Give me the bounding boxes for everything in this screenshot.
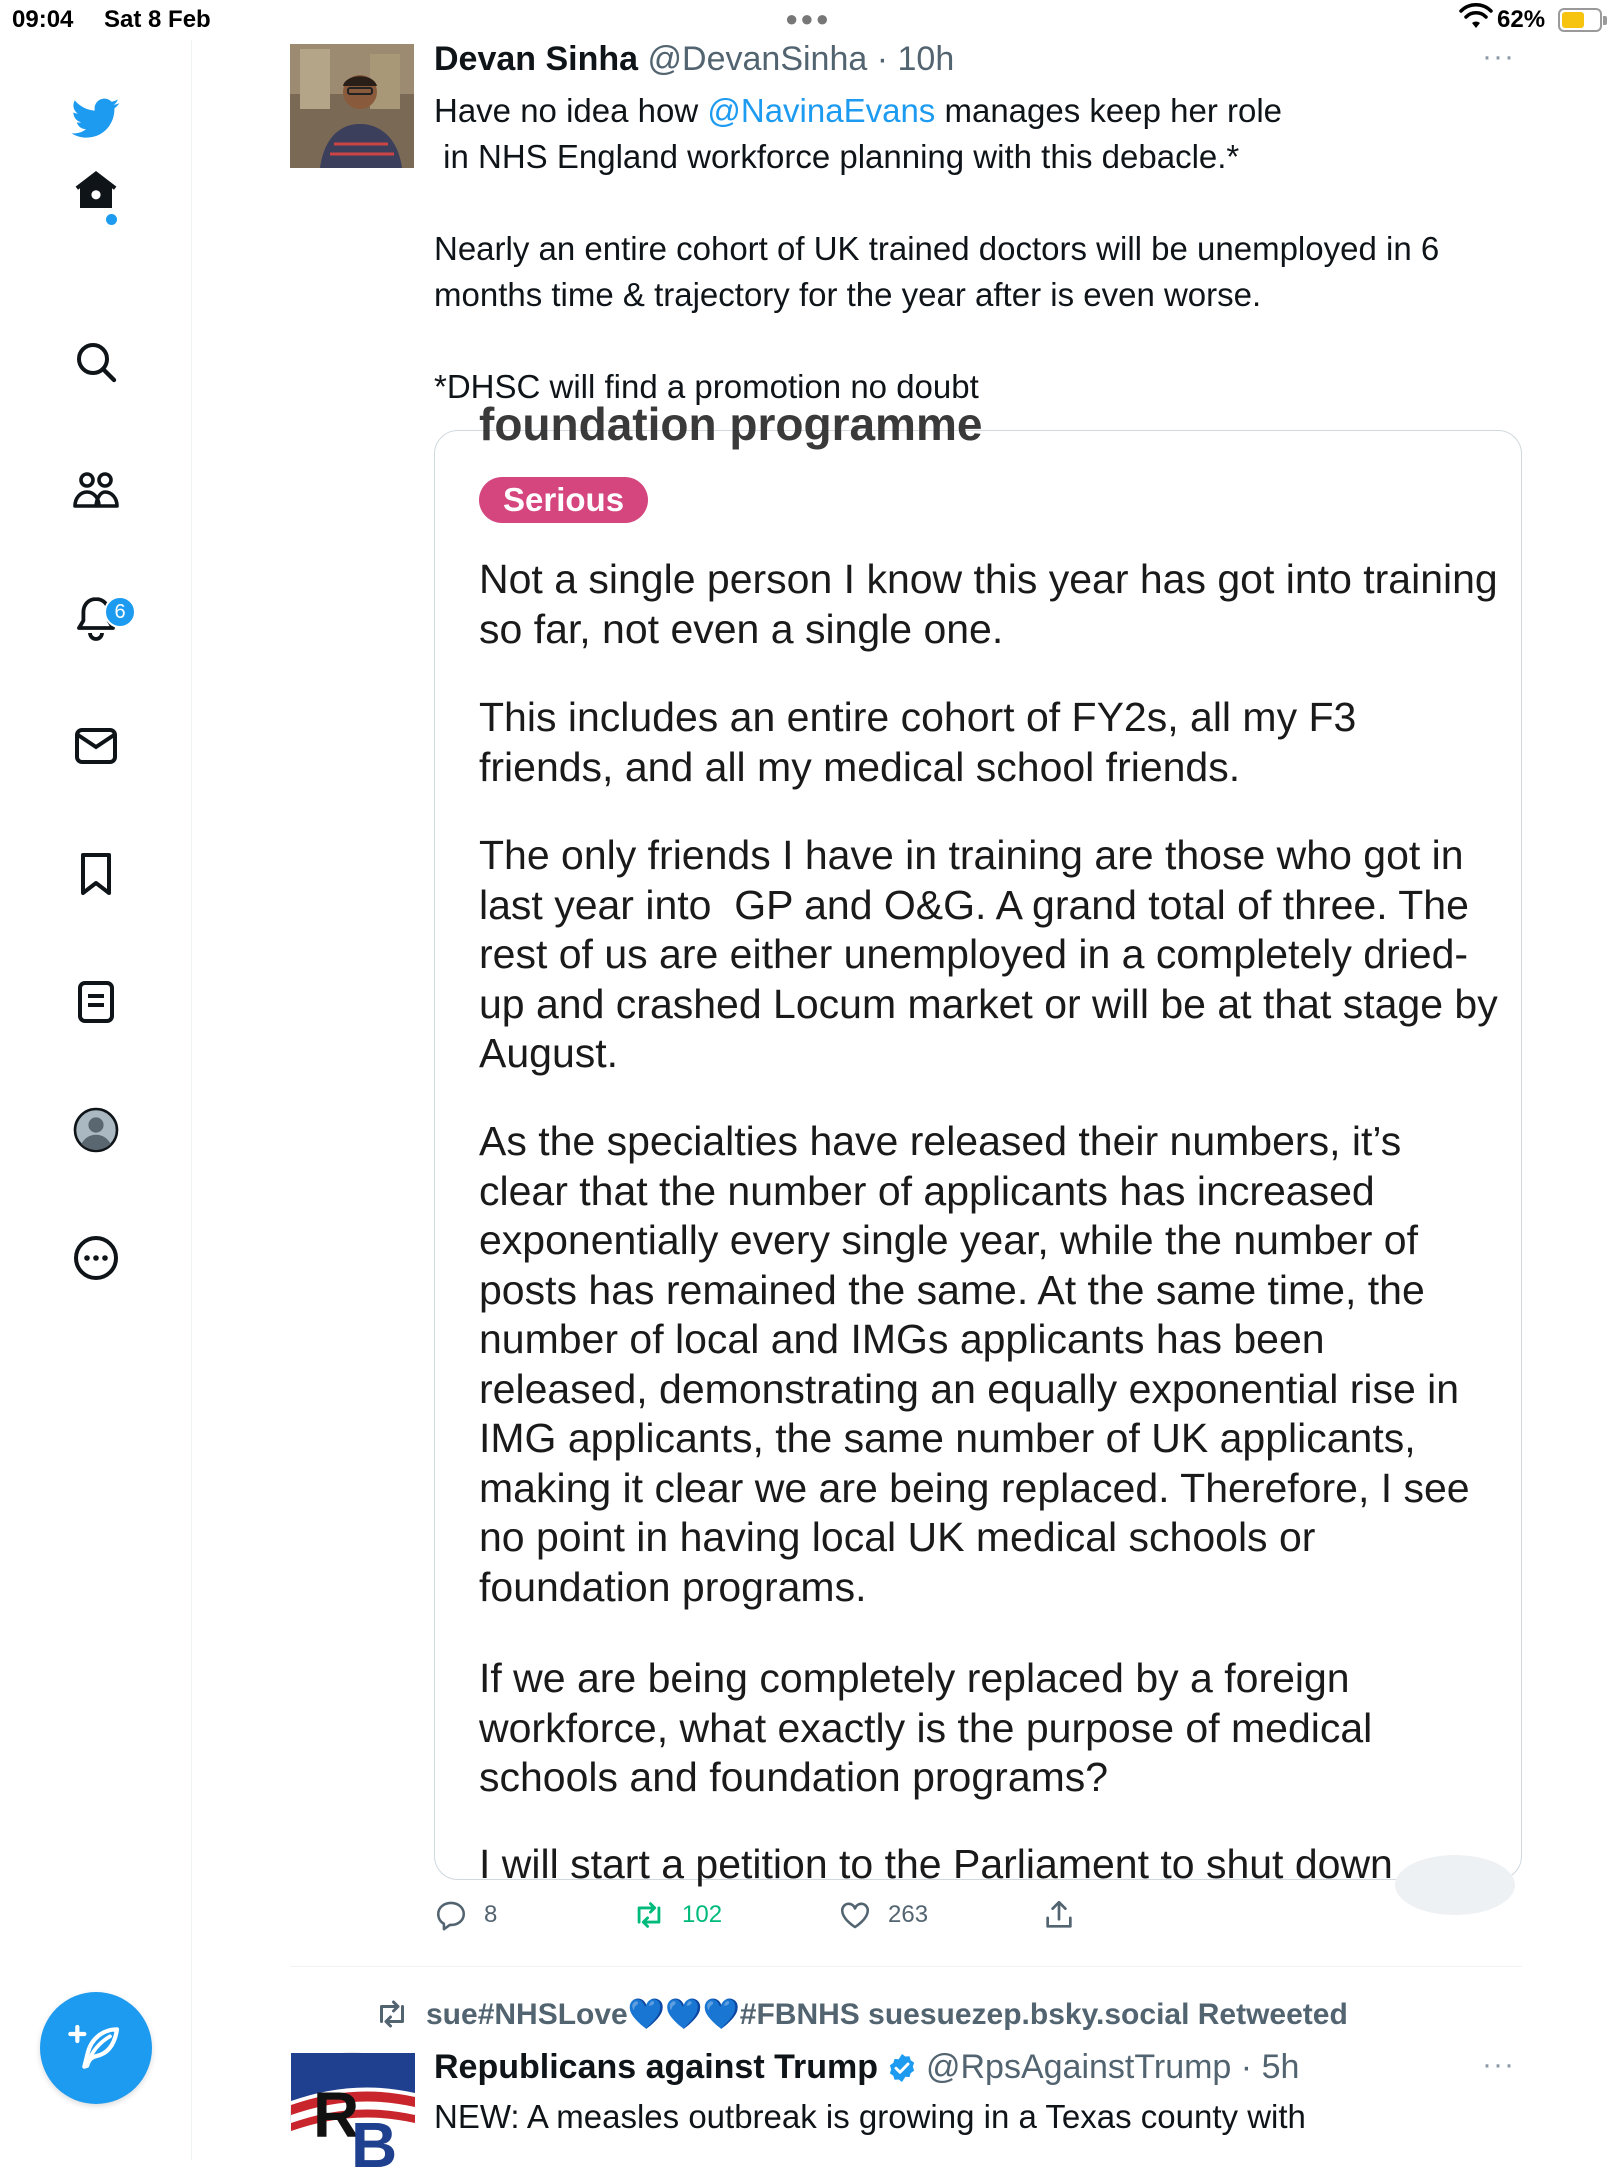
tweet-divider	[290, 1966, 1522, 1967]
notifications-badge: 6	[104, 596, 136, 628]
tweet-more-icon[interactable]: ···	[1482, 40, 1515, 73]
tweet-header	[434, 40, 954, 79]
retweet-context[interactable]	[374, 1996, 1348, 2032]
like-button[interactable]	[838, 1898, 928, 1932]
tweet-time[interactable]: 10h	[897, 40, 955, 78]
tweet-text-line-3: Nearly an entire cohort of UK trained doctors will be unemployed in 6	[434, 230, 1440, 267]
author-name[interactable]: Devan Sinha	[434, 40, 639, 78]
quote-paragraph: As the specialties have released their numbers, it’s clear that the number of applicants has increased exponentially every single year, while the number of posts has remained the same. At the same time, the number of local and IMGs applicants has been released, demonstrating an equally exponential rise in IMG applicants, the same number of UK applicants, making it clear we are being replaced. Therefore, I see no point in having local UK medical schools or foundation programs.	[479, 1118, 1470, 1610]
tweet-text-segment: Have no idea how	[434, 92, 708, 129]
retweet-icon	[374, 1996, 410, 2032]
author-handle[interactable]: @DevanSinha	[647, 40, 868, 78]
retweet-count: 102	[682, 1901, 723, 1928]
tweet-text-line-1	[434, 88, 1282, 134]
author-handle[interactable]: @RpsAgainstTrump	[925, 2048, 1232, 2086]
tweet-more-icon[interactable]: ···	[1482, 2048, 1515, 2081]
quote-paragraph: The only friends I have in training are those who got in last year into GP and O&G. A grand total of three. The rest of us are either unemployed in a completely dried-up and crashed Locum market or will be at that stage by August.	[479, 832, 1507, 1076]
header-separator: ·	[1231, 2048, 1262, 2086]
heart-icon	[838, 1898, 872, 1932]
tweet-time[interactable]: 5h	[1261, 2048, 1300, 2086]
quote-paragraph: Not a single person I know this year has got into training so far, not even a single one.	[479, 556, 1498, 652]
author-avatar[interactable]	[290, 2052, 414, 2181]
wifi-icon	[1460, 4, 1492, 37]
share-button[interactable]	[1042, 1898, 1076, 1932]
tweet-text-line-4: months time & trajectory for the year after is even worse.	[434, 276, 1262, 313]
header-separator: ·	[867, 40, 898, 78]
quote-paragraph: This includes an entire cohort of FY2s, all my F3 friends, and all my medical school friends.	[479, 694, 1357, 790]
verified-badge-icon	[886, 2052, 918, 2084]
post-title-cut: foundation programme	[479, 398, 983, 450]
multitasking-dots-icon[interactable]: ●●●	[785, 6, 831, 31]
like-count: 263	[888, 1901, 929, 1928]
svg-text:R: R	[313, 2079, 360, 2151]
battery-icon	[1558, 8, 1602, 32]
reply-icon	[434, 1898, 468, 1932]
profile-icon[interactable]	[68, 1102, 124, 1158]
status-time: 09:04	[12, 6, 74, 33]
messages-icon[interactable]	[68, 718, 124, 774]
mention-link[interactable]: @NavinaEvans	[707, 92, 936, 129]
retweet-button[interactable]	[632, 1898, 722, 1932]
compose-tweet-button[interactable]	[40, 1992, 152, 2104]
reply-button[interactable]	[434, 1898, 497, 1932]
quote-paragraph: I will start a petition to the Parliament to shut down	[479, 1841, 1393, 1887]
tweet-text-line-2: in NHS England workforce planning with this debacle.*	[434, 138, 1240, 175]
tweet-text-segment: manages keep her role	[935, 92, 1283, 129]
share-icon	[1042, 1898, 1076, 1932]
more-icon[interactable]	[68, 1230, 124, 1286]
status-bar	[0, 0, 1620, 40]
quoted-image-card[interactable]	[434, 398, 1522, 1887]
tweet-text-line-5: *DHSC will find a promotion no doubt	[434, 368, 979, 405]
scroll-fade	[1395, 1855, 1515, 1915]
quote-paragraph: If we are being completely replaced by a foreign workforce, what exactly is the purpose of medical schools and foundation programs?	[479, 1655, 1373, 1800]
flair-badge: Serious	[479, 477, 648, 523]
sidebar	[0, 40, 192, 2160]
lists-icon[interactable]	[68, 974, 124, 1030]
compose-tweet-icon	[68, 2020, 124, 2076]
tweet-text-line-1: NEW: A measles outbreak is growing in a Texas county with	[434, 2098, 1306, 2135]
communities-icon[interactable]	[68, 462, 124, 518]
tweet-header	[434, 2048, 1299, 2087]
svg-text:B: B	[351, 2109, 398, 2181]
battery-percent: 62%	[1497, 6, 1546, 33]
twitter-logo-icon[interactable]	[68, 90, 124, 146]
bookmarks-icon[interactable]	[68, 846, 124, 902]
home-unread-dot	[106, 214, 117, 225]
author-name[interactable]: Republicans against Trump	[434, 2048, 878, 2086]
search-icon[interactable]	[68, 334, 124, 390]
author-avatar[interactable]	[290, 44, 414, 168]
retweeted-by-text: sue#NHSLove💙💙💙#FBNHS suesuezep.bsky.social Retweeted	[426, 1997, 1348, 2031]
retweet-icon	[632, 1898, 666, 1932]
home-icon[interactable]	[68, 162, 124, 218]
status-date: Sat 8 Feb	[104, 6, 211, 33]
reply-count: 8	[484, 1901, 498, 1928]
